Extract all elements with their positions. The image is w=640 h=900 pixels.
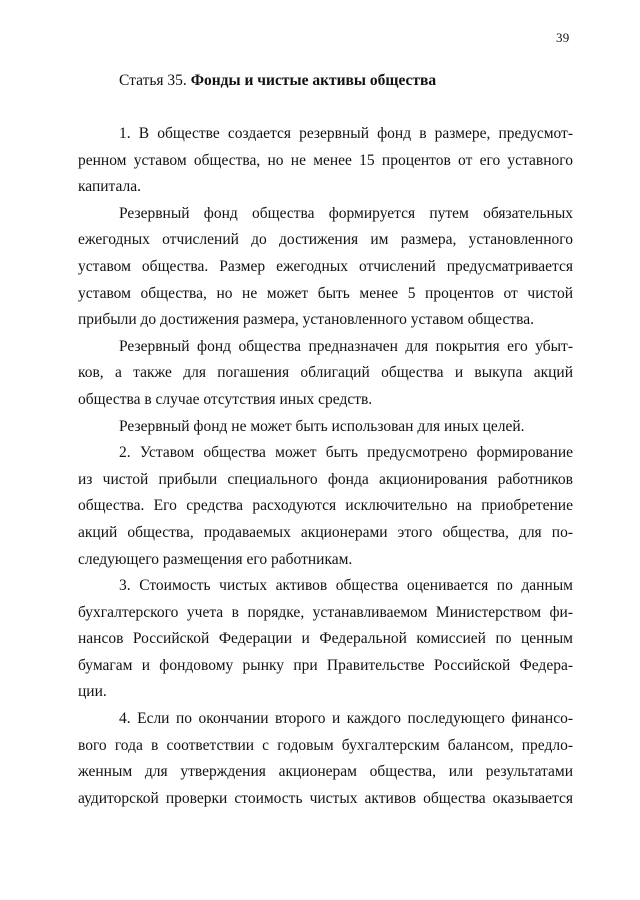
text-line: капитала. [78,178,142,196]
text-line: общества. Его средства расходуются исключительно на приобретение [78,497,573,515]
paragraph-2 [78,201,573,334]
text-line: уставом общества. Размер ежегодных отчислений предусматривается [78,257,573,275]
article-label: Статья 35. [119,72,187,89]
text-line: 3. Стоимость чистых активов общества оценивается по данным [119,577,573,595]
text-line: бухгалтерского учета в порядке, устанавливаемом Министерством фи- [78,603,573,621]
paragraph-6 [78,573,573,706]
text-line: ции. [78,683,107,701]
paragraph-7 [78,706,573,812]
article-title: Фонды и чистые активы общества [190,72,437,89]
paragraph-1 [78,121,573,201]
text-line: ежегодных отчислений до достижения им размера, установленного [78,231,573,249]
article-heading [119,72,436,90]
text-line: бумагам и фондовому рынку при Правительстве Российской Федера- [78,656,573,674]
article-body [78,121,573,812]
paragraph-4 [78,414,573,441]
text-line: общества в случае отсутствия иных средств. [78,390,373,408]
text-line: вого года в соответствии с годовым бухгалтерским балансом, предло- [78,736,573,754]
text-line: Резервный фонд общества предназначен для покрытия его убыт- [119,337,573,355]
text-line: ренном уставом общества, но не менее 15 процентов от его уставного [78,151,573,169]
text-line: нансов Российской Федерации и Федеральной комиссией по ценным [78,630,573,648]
text-line: из чистой прибыли специального фонда акционирования работников [78,470,573,488]
text-line: прибыли до достижения размера, установленного уставом общества. [78,311,534,329]
text-line: женным для утверждения акционерам общества, или результатами [78,763,573,781]
text-line: 2. Уставом общества может быть предусмотрено формирование [119,444,573,462]
paragraph-3 [78,334,573,414]
text-line: ков, а также для погашения облигаций общества и выкупа акций [78,364,573,382]
page-number: 39 [556,30,570,45]
text-line: 4. Если по окончании второго и каждого последующего финансо- [119,710,573,728]
text-line: следующего размещения его работникам. [78,550,353,568]
text-line: Резервный фонд не может быть использован для иных целей. [119,417,525,435]
text-line: 1. В обществе создается резервный фонд в размере, предусмот- [119,125,573,142]
text-line: Резервный фонд общества формируется путем обязательных [119,204,573,222]
paragraph-5 [78,440,573,573]
text-line: аудиторской проверки стоимость чистых активов общества оказывается [78,789,573,807]
text-line: уставом общества, но не может быть менее 5 процентов от чистой [78,284,573,302]
text-line: акций общества, продаваемых акционерами этого общества, для по- [78,523,573,541]
